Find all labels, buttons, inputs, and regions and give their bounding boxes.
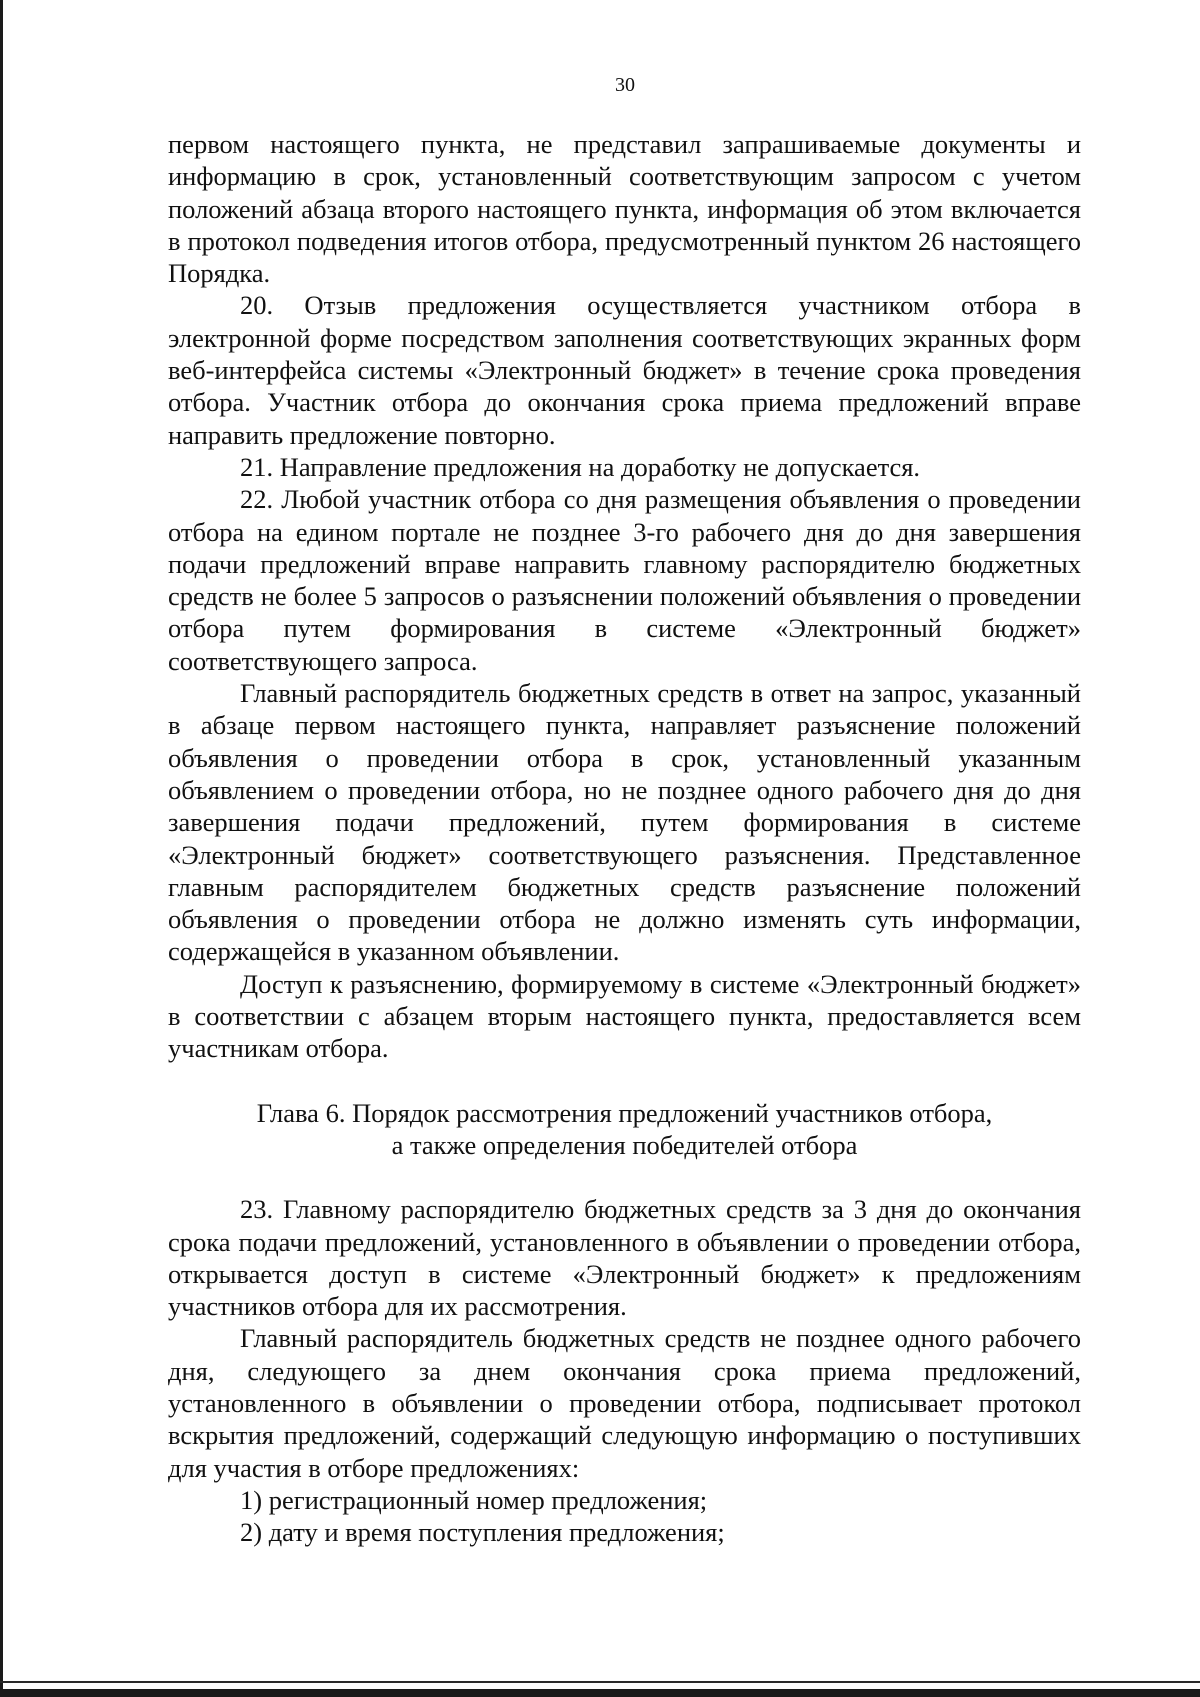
chapter-heading bbox=[168, 1097, 1081, 1162]
chapter-heading-line-2: а также определения победителей отбора bbox=[391, 1129, 858, 1160]
scan-edge-bottom bbox=[0, 1689, 1200, 1697]
paragraph-item-23-second: Главный распорядитель бюджетных средств не позднее одного рабочего дня, следующего за днем окончания срока приема предложений, установленного в объявлении о проведении отбора, подписывает протокол вскрытия предложений, содержащий следующую информацию о поступивших для участия в отборе предложениях: bbox=[168, 1323, 1081, 1483]
paragraph-item-22-third: Доступ к разъяснению, формируемому в системе «Электронный бюджет» в соответствии с абзацем вторым настоящего пункта, предоставляется всем участникам отбора. bbox=[168, 968, 1081, 1064]
paragraph-item-22: 22. Любой участник отбора со дня размещения объявления о проведении отбора на едином портале не позднее 3-го рабочего дня до дня завершения подачи предложений вправе направить главному распорядителю бюджетных средств не более 5 запросов о разъяснении положений объявления о проведении отбора путем формирования в системе «Электронный бюджет» соответствующего запроса. bbox=[168, 484, 1081, 676]
paragraph-item-20: 20. Отзыв предложения осуществляется участником отбора в электронной форме посредством заполнения соответствующих экранных форм веб-интерфейса системы «Электронный бюджет» в течение срока проведения отбора. Участник отбора до окончания срока приема предложений вправе направить предложение повторно. bbox=[168, 290, 1081, 450]
list-item: 2) дату и время поступления предложения; bbox=[240, 1517, 725, 1548]
scan-edge-left bbox=[0, 0, 3, 1697]
paragraph-item-22-second: Главный распорядитель бюджетных средств в ответ на запрос, указанный в абзаце первом настоящего пункта, направляет разъяснение положений объявления о проведении отбора в срок, установленный указанным объявлением о проведении отбора, но не позднее одного рабочего дня до дня завершения подачи предложений, путем формирования в системе «Электронный бюджет» соответствующего разъяснения. Представленное главным распорядителем бюджетных средств разъяснение положений объявления о проведении отбора не должно изменять суть информации, содержащейся в указанном объявлении. bbox=[168, 678, 1081, 967]
page-number: 30 bbox=[615, 74, 635, 96]
chapter-heading-line-1: Глава 6. Порядок рассмотрения предложений участников отбора, bbox=[256, 1097, 993, 1128]
paragraph-continuation: первом настоящего пункта, не представил запрашиваемые документы и информацию в срок, установленный соответствующим запросом с учетом положений абзаца второго настоящего пункта, информация об этом включается в протокол подведения итогов отбора, предусмотренный пунктом 26 настоящего Порядка. bbox=[168, 129, 1081, 289]
paragraph-item-21: 21. Направление предложения на доработку не допускается. bbox=[240, 451, 921, 482]
scan-edge-bottom-thin bbox=[0, 1681, 1200, 1683]
document-body bbox=[168, 128, 1081, 1548]
paragraph-item-23: 23. Главному распорядителю бюджетных средств за 3 дня до окончания срока подачи предложений, установленного в объявлении о проведении отбора, открывается доступ в системе «Электронный бюджет» к предложениям участников отбора для их рассмотрения. bbox=[168, 1194, 1081, 1322]
list-item: 1) регистрационный номер предложения; bbox=[240, 1484, 708, 1515]
